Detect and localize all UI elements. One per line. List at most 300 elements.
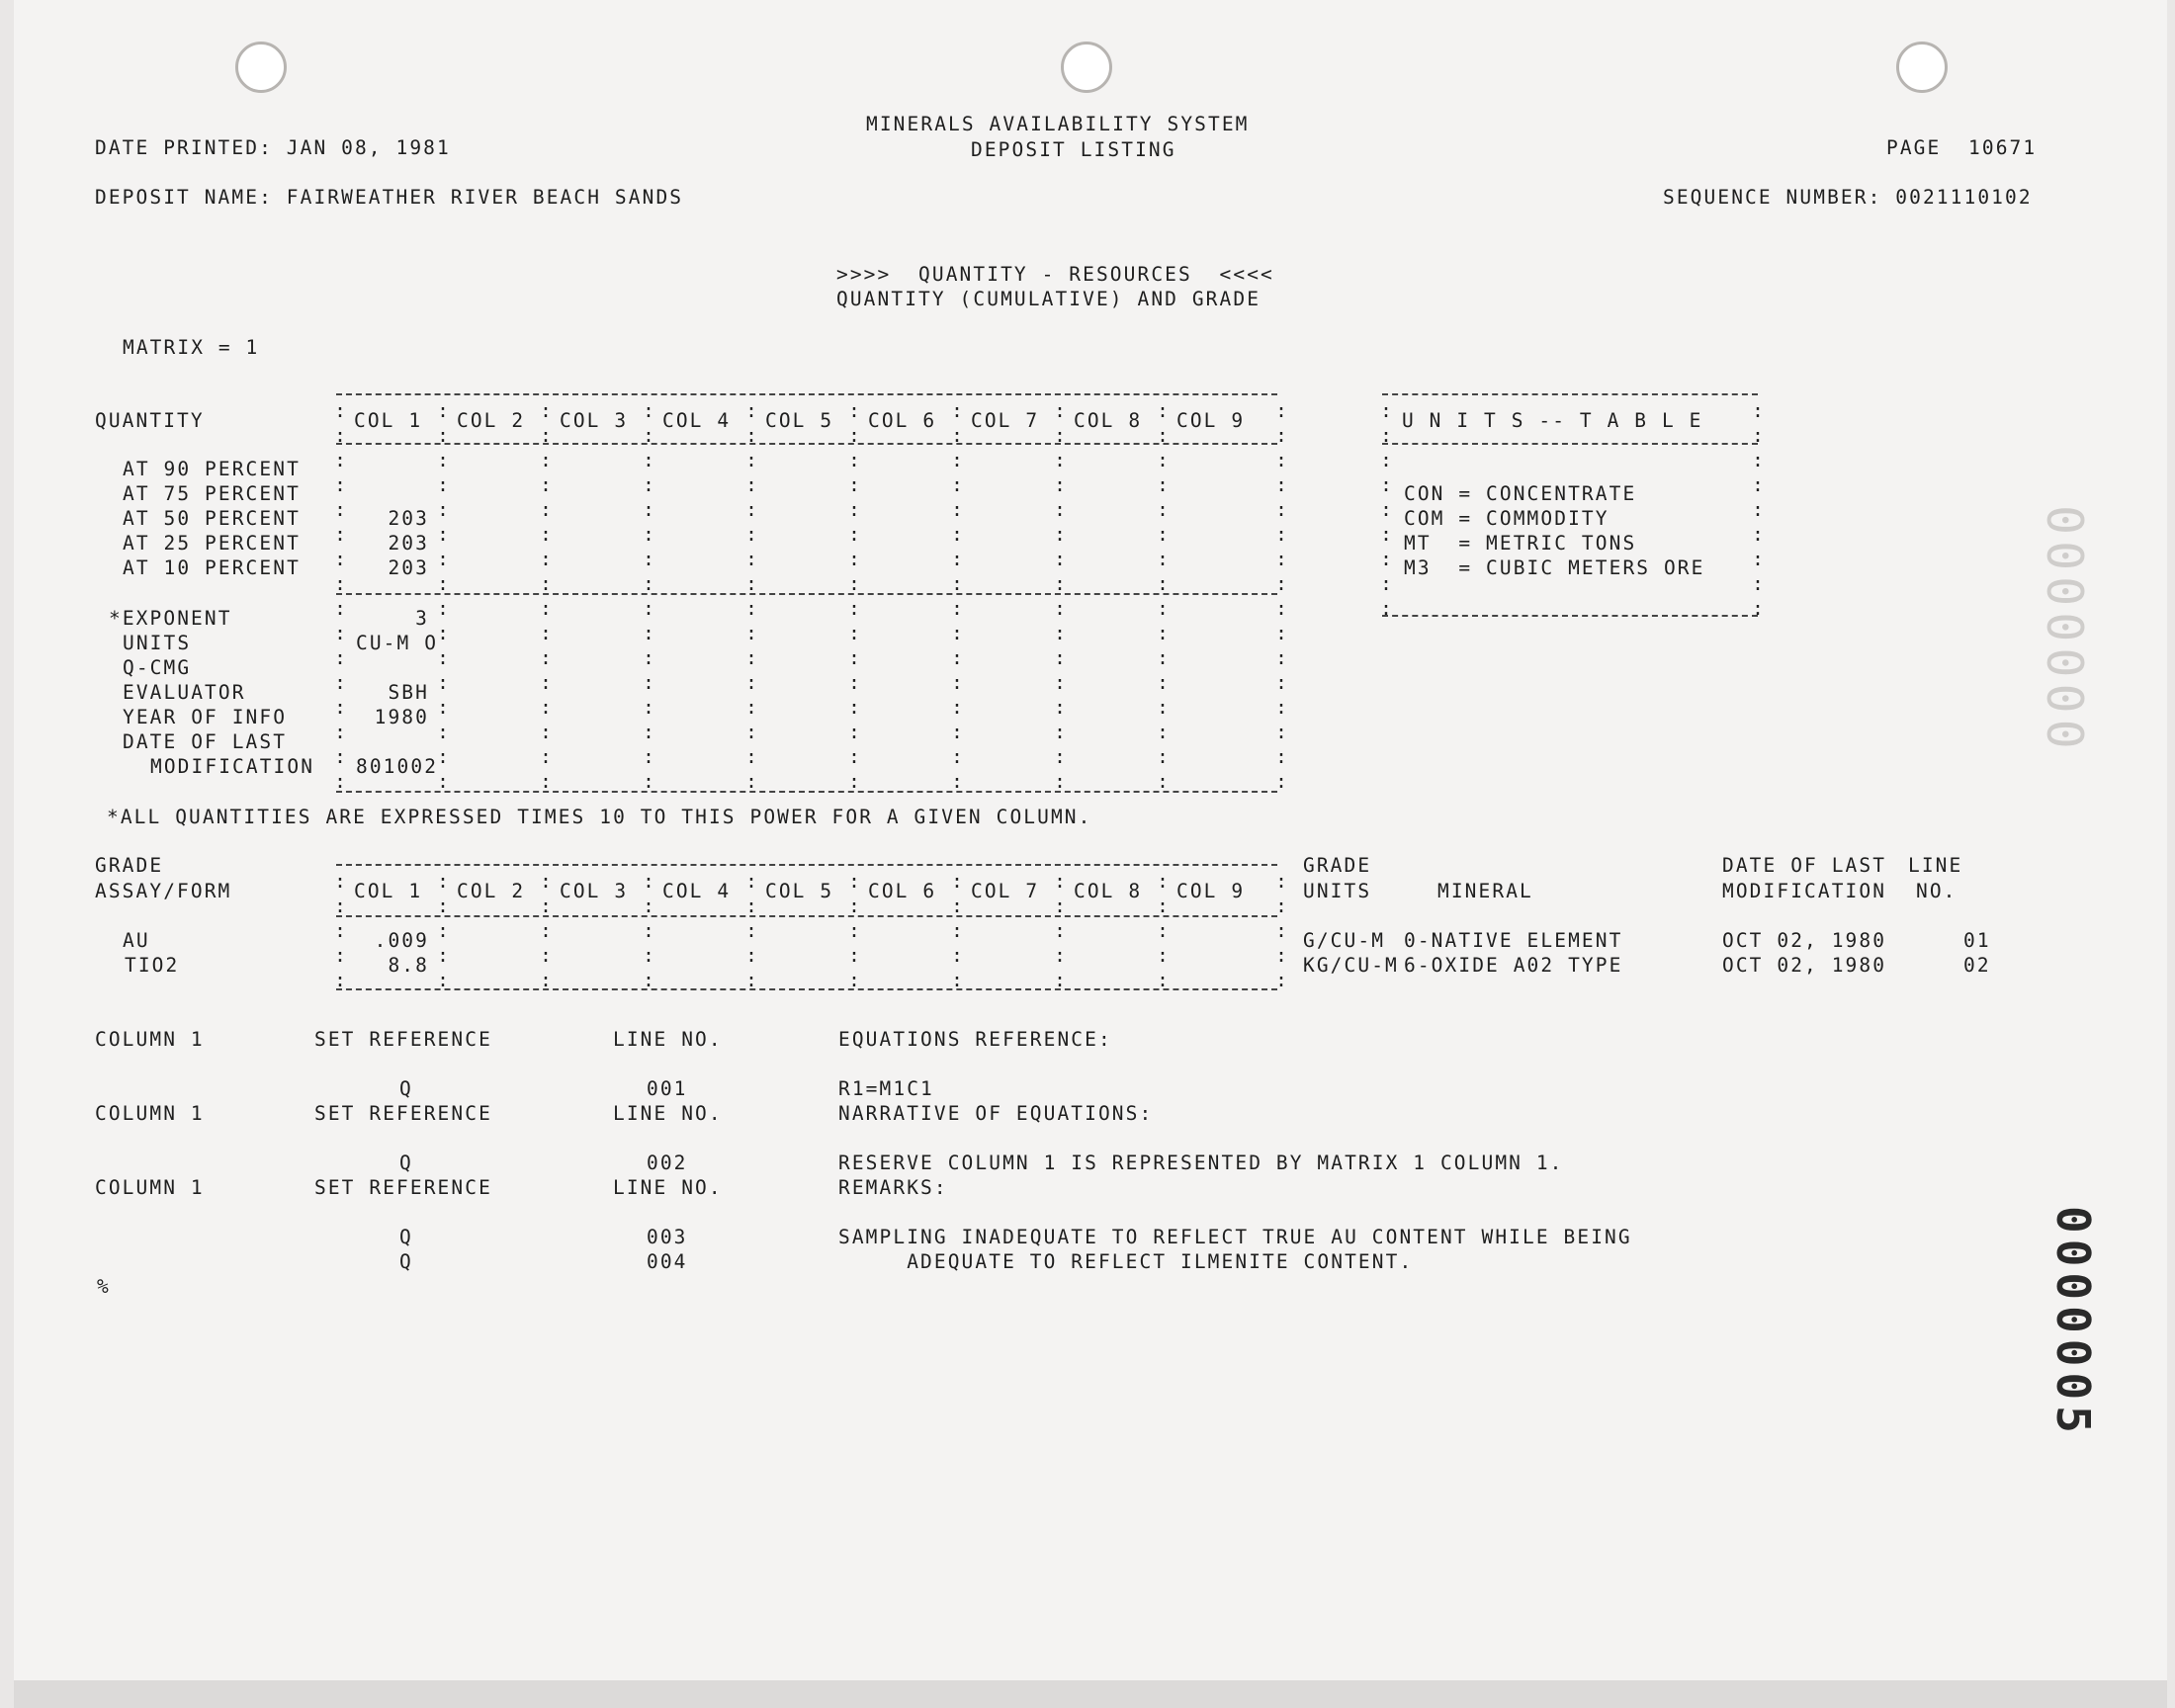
column-separator: : [643,548,654,570]
column-separator: : [745,424,757,447]
column-separator: : [334,498,346,521]
table-rule [336,593,1277,595]
column-separator: : [643,696,654,719]
quantity-col1-value: 3 [415,607,429,630]
table-rule [336,443,1277,445]
column-separator: : [334,597,346,620]
units-table-border: : [1752,548,1764,570]
column-separator: : [1157,671,1169,694]
date-header-line2: MODIFICATION [1722,880,1887,902]
reference-set-label: SET REFERENCE [314,1028,492,1051]
column-separator: : [951,572,963,595]
column-separator: : [643,870,654,893]
units-entry: MT = METRIC TONS [1404,532,1637,555]
grade-modification-date: OCT 02, 1980 [1722,929,1887,952]
column-separator: : [643,745,654,768]
column-separator: : [643,449,654,471]
column-separator: : [643,622,654,644]
reference-heading: REMARKS: [838,1176,948,1199]
column-separator: : [540,548,552,570]
column-separator: : [1054,498,1066,521]
column-separator: : [1157,622,1169,644]
column-separator: : [643,646,654,669]
scan-bottom-band [14,1680,2167,1708]
reference-text: SAMPLING INADEQUATE TO REFLECT TRUE AU CONTENT WHILE BEING [838,1226,1632,1248]
units-table-border: : [1752,572,1764,595]
reference-set-value: Q [399,1077,413,1100]
column-separator: : [1275,721,1287,743]
column-separator: : [437,671,449,694]
column-header-2: COL 2 [457,880,526,902]
column-separator: : [745,870,757,893]
column-separator: : [745,572,757,595]
column-separator: : [540,969,552,991]
column-header-7: COL 7 [971,880,1040,902]
column-separator: : [745,895,757,917]
quantity-row-label: EVALUATOR [123,681,246,704]
assay-form-label: ASSAY/FORM [95,880,232,902]
column-separator: : [437,870,449,893]
column-separator: : [1275,498,1287,521]
grade-col1-value: .009 [374,929,429,952]
column-separator: : [437,969,449,991]
reference-line-value: 003 [647,1226,688,1248]
column-separator: : [1275,870,1287,893]
column-separator: : [334,572,346,595]
quantity-row-label: Q-CMG [123,656,192,679]
column-separator: : [1054,671,1066,694]
grade-units: G/CU-M [1303,929,1386,952]
reference-line-label: LINE NO. [613,1102,723,1125]
column-separator: : [1157,424,1169,447]
units-table-border: : [1380,449,1392,471]
column-separator: : [1157,646,1169,669]
units-table-border: : [1380,498,1392,521]
column-separator: : [951,523,963,546]
frame-number-stamp: 0000005 [2046,1206,2100,1439]
table-rule [1382,443,1758,445]
column-separator: : [643,770,654,793]
units-table-border: : [1752,597,1764,620]
units-table-border: : [1380,399,1392,422]
reference-line-value: 002 [647,1152,688,1174]
date-header-line1: DATE OF LAST [1722,854,1887,877]
units-table-border: : [1752,473,1764,496]
column-separator: : [951,745,963,768]
units-entry: CON = CONCENTRATE [1404,482,1637,505]
column-separator: : [437,572,449,595]
column-header-6: COL 6 [868,409,937,432]
grade-units-header-grade: GRADE [1303,854,1372,877]
column-header-1: COL 1 [354,409,423,432]
table-rule [336,791,1277,793]
quantity-row-label: AT 50 PERCENT [123,507,301,530]
column-separator: : [643,498,654,521]
quantity-col1-value: SBH [388,681,429,704]
column-separator: : [951,770,963,793]
quantity-col1-value: 203 [388,532,429,555]
units-table-border: : [1380,572,1392,595]
column-separator: : [334,399,346,422]
table-rule [336,864,1277,866]
column-separator: : [745,919,757,942]
column-header-9: COL 9 [1176,409,1246,432]
column-separator: : [540,696,552,719]
units-table-border: : [1752,498,1764,521]
binder-hole-right [1896,42,1948,93]
column-header-3: COL 3 [560,409,629,432]
column-separator: : [437,646,449,669]
section-subtitle: QUANTITY (CUMULATIVE) AND GRADE [836,288,1262,310]
column-separator: : [1275,671,1287,694]
column-separator: : [643,895,654,917]
column-separator: : [1054,473,1066,496]
column-separator: : [334,944,346,967]
listing-title: DEPOSIT LISTING [971,138,1176,161]
quantity-row-label: DATE OF LAST [123,730,288,753]
column-separator: : [643,572,654,595]
column-separator: : [745,399,757,422]
column-separator: : [1275,919,1287,942]
grade-assay-label: TIO2 [125,954,180,977]
column-separator: : [1054,969,1066,991]
quantity-row-header: QUANTITY [95,409,205,432]
column-separator: : [540,399,552,422]
column-separator: : [540,870,552,893]
column-header-8: COL 8 [1074,880,1143,902]
table-rule [1382,393,1758,395]
quantity-row-label: MODIFICATION [150,755,315,778]
reference-column-label: COLUMN 1 [95,1028,205,1051]
column-separator: : [951,498,963,521]
column-separator: : [540,671,552,694]
units-table-border: : [1380,597,1392,620]
quantity-row-label: UNITS [123,632,192,654]
column-header-9: COL 9 [1176,880,1246,902]
column-separator: : [540,498,552,521]
column-separator: : [334,548,346,570]
column-separator: : [1157,919,1169,942]
column-separator: : [848,597,860,620]
column-separator: : [334,770,346,793]
column-separator: : [334,895,346,917]
column-separator: : [334,721,346,743]
table-rule [1382,615,1758,617]
column-separator: : [1157,498,1169,521]
column-separator: : [848,572,860,595]
sequence-number: SEQUENCE NUMBER: 0021110102 [1663,186,2033,209]
units-table-border: : [1380,424,1392,447]
column-header-1: COL 1 [354,880,423,902]
line-no-header-line2: NO. [1916,880,1958,902]
column-separator: : [1157,944,1169,967]
column-separator: : [951,548,963,570]
reference-text: RESERVE COLUMN 1 IS REPRESENTED BY MATRIX 1 COLUMN 1. [838,1152,1564,1174]
column-separator: : [1275,473,1287,496]
column-separator: : [848,449,860,471]
column-separator: : [1157,745,1169,768]
column-separator: : [745,721,757,743]
column-separator: : [643,473,654,496]
column-separator: : [1275,969,1287,991]
column-separator: : [848,424,860,447]
column-separator: : [437,523,449,546]
column-separator: : [951,919,963,942]
reference-line-value: 001 [647,1077,688,1100]
reference-set-value: Q [399,1152,413,1174]
column-separator: : [1275,646,1287,669]
quantity-col1-value: 801002 [356,755,439,778]
column-separator: : [1157,399,1169,422]
column-separator: : [643,944,654,967]
date-printed: DATE PRINTED: JAN 08, 1981 [95,136,451,159]
table-rule [336,393,1277,395]
column-separator: : [437,399,449,422]
faint-frame-stamp: 0000000 [2039,499,2096,749]
grade-units: KG/CU-M [1303,954,1399,977]
column-separator: : [745,498,757,521]
column-separator: : [334,870,346,893]
units-table-border: : [1380,473,1392,496]
column-separator: : [334,523,346,546]
reference-column-label: COLUMN 1 [95,1102,205,1125]
column-separator: : [643,424,654,447]
column-separator: : [1275,944,1287,967]
column-separator: : [334,449,346,471]
column-separator: : [745,449,757,471]
column-separator: : [951,473,963,496]
column-separator: : [1157,721,1169,743]
column-separator: : [745,696,757,719]
column-separator: : [1275,572,1287,595]
column-separator: : [643,671,654,694]
column-separator: : [848,523,860,546]
column-separator: : [848,671,860,694]
column-separator: : [540,646,552,669]
column-separator: : [1275,622,1287,644]
column-separator: : [1275,399,1287,422]
column-separator: : [1054,870,1066,893]
quantity-row-label: AT 25 PERCENT [123,532,301,555]
column-separator: : [1054,622,1066,644]
column-separator: : [1157,597,1169,620]
column-separator: : [848,399,860,422]
printout-sheet [14,0,2167,1680]
column-header-2: COL 2 [457,409,526,432]
column-separator: : [951,646,963,669]
column-separator: : [334,745,346,768]
column-separator: : [745,646,757,669]
system-title: MINERALS AVAILABILITY SYSTEM [866,113,1250,135]
mineral-header: MINERAL [1437,880,1533,902]
column-separator: : [848,919,860,942]
column-separator: : [848,870,860,893]
column-separator: : [848,895,860,917]
units-entry: COM = COMMODITY [1404,507,1610,530]
column-separator: : [1275,449,1287,471]
column-separator: : [951,944,963,967]
column-separator: : [1275,597,1287,620]
column-separator: : [1157,770,1169,793]
column-separator: : [951,671,963,694]
column-separator: : [745,548,757,570]
end-mark: % [97,1275,111,1298]
table-rule [336,915,1277,917]
column-separator: : [951,721,963,743]
column-separator: : [1275,548,1287,570]
reference-set-value: Q [399,1226,413,1248]
quantity-row-label: AT 10 PERCENT [123,556,301,579]
column-separator: : [951,895,963,917]
column-separator: : [848,770,860,793]
column-separator: : [745,597,757,620]
units-table-border: : [1752,399,1764,422]
column-separator: : [951,597,963,620]
column-header-4: COL 4 [662,409,732,432]
column-separator: : [745,745,757,768]
reference-line-value: 004 [647,1250,688,1273]
column-separator: : [1157,696,1169,719]
column-separator: : [745,671,757,694]
column-separator: : [745,622,757,644]
column-separator: : [643,919,654,942]
reference-line-label: LINE NO. [613,1176,723,1199]
column-separator: : [540,895,552,917]
column-separator: : [437,696,449,719]
column-separator: : [848,944,860,967]
column-separator: : [745,944,757,967]
table-rule [336,988,1277,990]
reference-heading: EQUATIONS REFERENCE: [838,1028,1112,1051]
column-separator: : [745,473,757,496]
column-separator: : [540,622,552,644]
column-separator: : [437,498,449,521]
column-separator: : [1157,473,1169,496]
quantity-footnote: *ALL QUANTITIES ARE EXPRESSED TIMES 10 TO THIS POWER FOR A GIVEN COLUMN. [107,806,1092,828]
units-table-border: : [1752,424,1764,447]
column-separator: : [540,473,552,496]
column-separator: : [1157,572,1169,595]
column-separator: : [540,449,552,471]
column-separator: : [1054,770,1066,793]
column-separator: : [1275,770,1287,793]
column-separator: : [437,548,449,570]
column-separator: : [1054,919,1066,942]
page-number: PAGE 10671 [1886,136,2038,159]
column-separator: : [848,548,860,570]
column-separator: : [1157,895,1169,917]
quantity-row-label: AT 90 PERCENT [123,458,301,480]
units-table-border: : [1380,548,1392,570]
column-separator: : [1054,597,1066,620]
grade-label: GRADE [95,854,164,877]
section-title: >>>> QUANTITY - RESOURCES <<<< [836,263,1274,286]
column-separator: : [951,399,963,422]
column-separator: : [951,969,963,991]
grade-mineral: 6-OXIDE A02 TYPE [1404,954,1623,977]
column-separator: : [1157,523,1169,546]
quantity-col1-value: 203 [388,507,429,530]
units-table-border: : [1752,523,1764,546]
column-separator: : [437,919,449,942]
quantity-col1-value: 1980 [374,706,429,728]
reference-set-label: SET REFERENCE [314,1102,492,1125]
column-separator: : [643,969,654,991]
reference-text: ADEQUATE TO REFLECT ILMENITE CONTENT. [838,1250,1414,1273]
column-separator: : [951,870,963,893]
column-separator: : [1275,895,1287,917]
column-separator: : [1054,548,1066,570]
reference-heading: NARRATIVE OF EQUATIONS: [838,1102,1154,1125]
quantity-row-label: *EXPONENT [109,607,232,630]
binder-hole-left [235,42,287,93]
column-separator: : [1157,548,1169,570]
quantity-col1-value: 203 [388,556,429,579]
reference-column-label: COLUMN 1 [95,1176,205,1199]
column-separator: : [1054,696,1066,719]
column-separator: : [643,721,654,743]
column-separator: : [1275,523,1287,546]
quantity-row-label: YEAR OF INFO [123,706,288,728]
units-table-title: U N I T S -- T A B L E [1402,409,1703,432]
column-header-7: COL 7 [971,409,1040,432]
column-separator: : [437,745,449,768]
reference-text: R1=M1C1 [838,1077,934,1100]
column-separator: : [1054,944,1066,967]
column-separator: : [848,498,860,521]
column-separator: : [437,895,449,917]
column-separator: : [1275,696,1287,719]
reference-set-value: Q [399,1250,413,1273]
reference-line-label: LINE NO. [613,1028,723,1051]
binder-hole-center [1061,42,1112,93]
column-header-6: COL 6 [868,880,937,902]
column-separator: : [745,770,757,793]
column-separator: : [334,473,346,496]
quantity-row-label: AT 75 PERCENT [123,482,301,505]
column-separator: : [540,424,552,447]
column-separator: : [848,696,860,719]
column-separator: : [334,646,346,669]
column-separator: : [1275,424,1287,447]
column-separator: : [951,696,963,719]
column-separator: : [540,944,552,967]
column-separator: : [540,745,552,768]
column-separator: : [1054,646,1066,669]
units-table-border: : [1752,449,1764,471]
column-separator: : [540,919,552,942]
column-separator: : [643,523,654,546]
column-separator: : [848,473,860,496]
column-separator: : [540,770,552,793]
column-separator: : [1054,745,1066,768]
grade-line-number: 01 [1963,929,1991,952]
quantity-col1-value: CU-M O [356,632,439,654]
units-entry: M3 = CUBIC METERS ORE [1404,556,1705,579]
column-separator: : [1275,745,1287,768]
grade-units-header-units: UNITS [1303,880,1372,902]
column-header-4: COL 4 [662,880,732,902]
line-no-header-line1: LINE [1908,854,1963,877]
column-separator: : [437,597,449,620]
grade-col1-value: 8.8 [388,954,429,977]
column-separator: : [540,597,552,620]
grade-assay-label: AU [123,929,150,952]
column-separator: : [334,424,346,447]
column-separator: : [951,622,963,644]
units-table-border: : [1380,523,1392,546]
column-separator: : [1054,721,1066,743]
